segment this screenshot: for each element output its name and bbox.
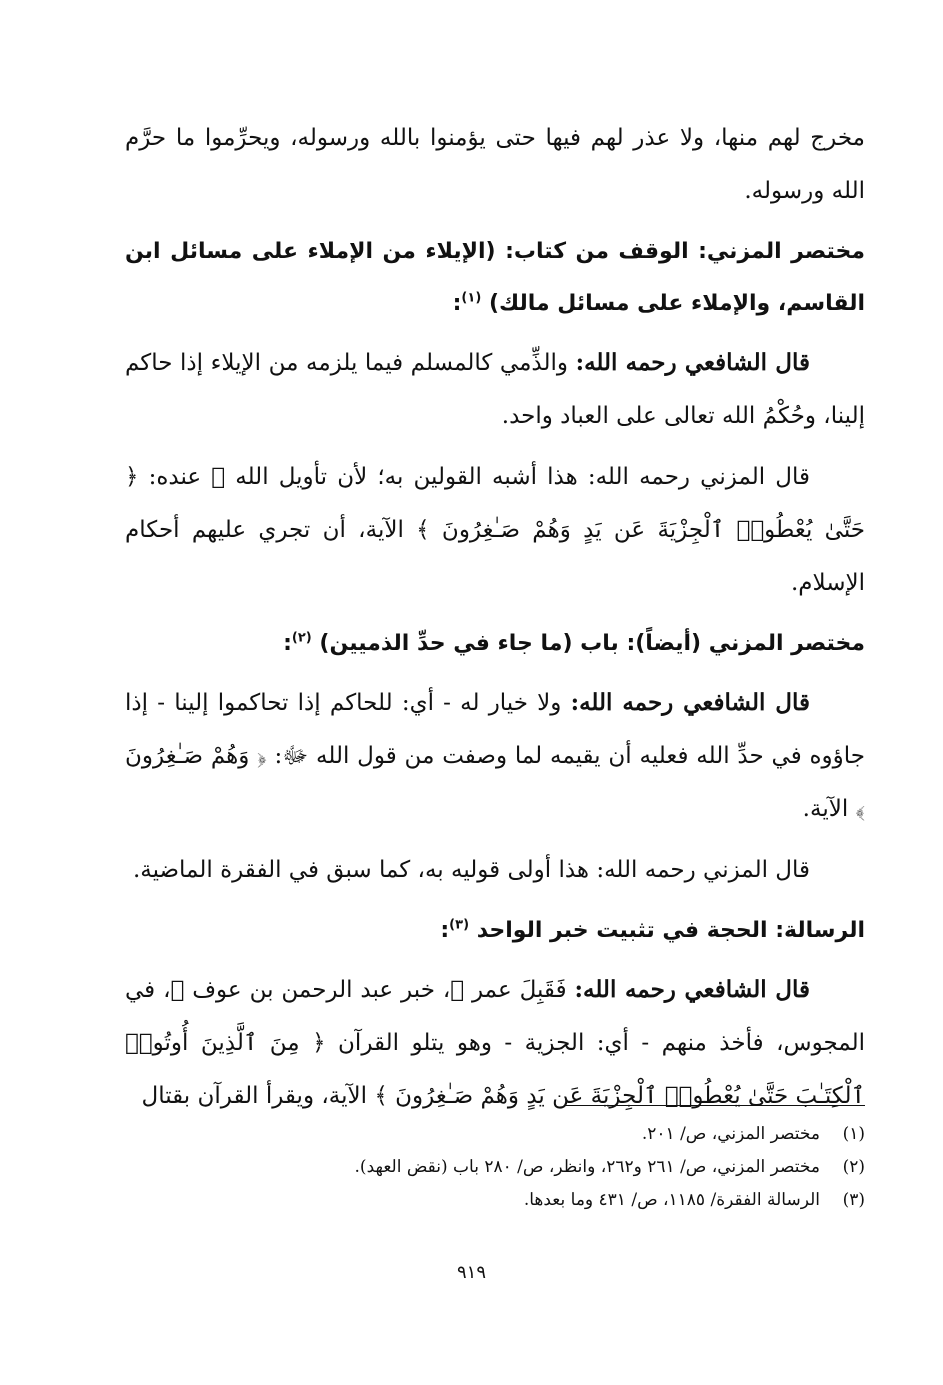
paragraph-2-text: والذِّمي كالمسلم فيما يلزمه من الإيلاء إذا حاكم إلينا، وحُكْمُ الله تعالى على العباد واحد. xyxy=(125,350,865,429)
footnote-divider xyxy=(565,1105,865,1106)
heading-2-text: مختصر المزني (أيضاً): باب (ما جاء في حدِّ الذميين) xyxy=(319,631,865,656)
heading-1-colon: : xyxy=(452,291,462,316)
footnote-number: (١) xyxy=(842,1124,865,1144)
footnotes xyxy=(125,1118,865,1217)
footnote-text: مختصر المزني، ص/ ٢٦١ و٢٦٢، وانظر، ص/ ٢٨٠ باب (نقض العهد). xyxy=(354,1157,820,1177)
footnote-number: (٣) xyxy=(842,1190,865,1210)
footnote-ref-2: (٢) xyxy=(291,630,312,646)
paragraph-2 xyxy=(125,336,865,443)
paragraph-5: قال المزني رحمه الله: هذا أولى قوليه به، كما سبق في الفقرة الماضية. xyxy=(132,857,810,883)
speaker-label: قال الشافعي رحمه الله: xyxy=(570,689,810,716)
footnote-2 xyxy=(125,1151,865,1184)
heading-2-colon: : xyxy=(283,631,292,656)
speaker-label: قال الشافعي رحمه الله: xyxy=(575,349,811,376)
paragraph-4 xyxy=(125,676,865,836)
paragraph-3: قال المزني رحمه الله: هذا أشبه القولين به؛ لأن تأويل الله ﷻ عنده: ﴿ حَتَّىٰ يُعْطُوا۟ ٱلْجِزْيَةَ عَن يَدٍ وَهُمْ صَـٰغِرُونَ ﴾ الآية، أن تجري عليهم أحكام الإسلام. xyxy=(125,464,865,596)
heading-1-text: مختصر المزني: الوقف من كتاب: (الإيلاء من الإملاء على مسائل ابن القاسم، والإملاء على مسائل مالك) xyxy=(125,239,865,316)
footnote-3 xyxy=(125,1184,865,1217)
heading-3-colon: : xyxy=(440,918,450,943)
paragraph-6 xyxy=(125,963,865,1123)
footnote-ref-3: (٣) xyxy=(449,917,470,933)
page-body xyxy=(125,112,865,1131)
footnote-text: مختصر المزني، ص/ ٢٠١. xyxy=(641,1124,820,1144)
footnote-text: الرسالة الفقرة/ ١١٨٥، ص/ ٤٣١ وما بعدها. xyxy=(523,1190,820,1210)
heading-1 xyxy=(125,226,865,330)
heading-3 xyxy=(125,905,865,957)
speaker-label: قال الشافعي رحمه الله: xyxy=(574,976,811,1003)
paragraph-1: مخرج لهم منها، ولا عذر لهم فيها حتى يؤمنوا بالله ورسوله، ويحرِّموا ما حرَّم الله ورسوله. xyxy=(125,125,865,204)
heading-3-text: الرسالة: الحجة في تثبيت خبر الواحد xyxy=(476,918,865,943)
heading-2 xyxy=(125,618,865,670)
paragraph-6-text: فَقَبِلَ عمر ﷺ، خبر عبد الرحمن بن عوف ﷺ، في المجوس، فأخذ منهم - أي: الجزية - وهو يتلو القرآن ﴿ مِنَ ٱلَّذِينَ أُوتُوا۟ ٱلْكِتَـٰبَ حَتَّىٰ يُعْطُوا۟ ٱلْجِزْيَةَ عَن يَدٍ وَهُمْ صَـٰغِرُونَ ﴾ الآية، ويقرأ القرآن بقتال xyxy=(125,977,865,1109)
footnote-1 xyxy=(125,1118,865,1151)
footnote-ref-1: (١) xyxy=(461,290,482,306)
page-number: ٩١٩ xyxy=(456,1262,486,1283)
footnote-number: (٢) xyxy=(842,1157,865,1177)
paragraph-4-text: ولا خيار له - أي: للحاكم إذا تحاكموا إلينا - إذا جاؤوه في حدِّ الله فعليه أن يقيمه لما وصفت من قول الله ﷻ: ﴿ وَهُمْ صَـٰغِرُونَ ﴾ الآية. xyxy=(125,690,865,822)
